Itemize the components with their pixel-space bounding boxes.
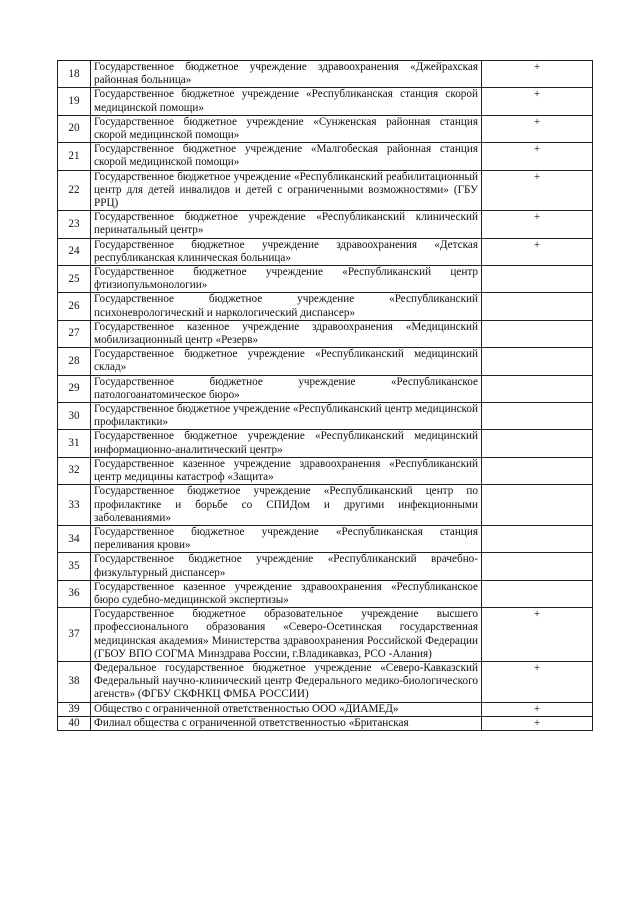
participation-mark: +: [482, 115, 593, 142]
participation-mark: +: [482, 170, 593, 211]
organization-name: Государственное бюджетное образовательное учреждение высшего профессионального образования «Северо-Осетинская государственная медицинская академия» Министерства здравоохранения Российской Федерации (ГБОУ ВПО СОГМА Минздрава России, г.Владикавказ, РСО -Алания): [91, 608, 482, 662]
table-row: [58, 61, 593, 88]
organization-name: Государственное бюджетное учреждение здравоохранения «Джейрахская районная больница»: [91, 61, 482, 88]
row-number: 27: [58, 320, 91, 347]
row-number: 22: [58, 170, 91, 211]
participation-mark: +: [482, 143, 593, 170]
table-row: [58, 238, 593, 265]
row-number: 33: [58, 485, 91, 526]
row-number: 18: [58, 61, 91, 88]
row-number: 40: [58, 716, 91, 730]
participation-mark: +: [482, 61, 593, 88]
table-row: [58, 716, 593, 730]
table-row: [58, 320, 593, 347]
row-number: 36: [58, 580, 91, 607]
row-number: 24: [58, 238, 91, 265]
organization-name: Государственное бюджетное учреждение «Сунженская районная станция скорой медицинской помощи»: [91, 115, 482, 142]
row-number: 23: [58, 211, 91, 238]
organization-name: Государственное бюджетное учреждение «Республиканский психоневрологический и наркологический диспансер»: [91, 293, 482, 320]
organization-name: Государственное бюджетное учреждение «Республиканский центр по профилактике и борьбе со СПИДом и другими инфекционными заболеваниями»: [91, 485, 482, 526]
row-number: 20: [58, 115, 91, 142]
organization-name: Общество с ограниченной ответственностью ООО «ДИАМЕД»: [91, 702, 482, 716]
organizations-table-body: [58, 61, 593, 731]
participation-mark: [482, 266, 593, 293]
table-row: [58, 430, 593, 457]
participation-mark: +: [482, 702, 593, 716]
table-row: [58, 608, 593, 662]
organization-name: Федеральное государственное бюджетное учреждение «Северо-Кавказский Федеральный научно-клинический центр Федерального медико-биологического агенств» (ФГБУ СКФНКЦ ФМБА РОССИИ): [91, 661, 482, 702]
table-row: [58, 661, 593, 702]
participation-mark: [482, 553, 593, 580]
table-row: [58, 553, 593, 580]
row-number: 32: [58, 457, 91, 484]
participation-mark: [482, 525, 593, 552]
participation-mark: +: [482, 88, 593, 115]
organization-name: Государственное бюджетное учреждение «Республиканское патологоанатомическое бюро»: [91, 375, 482, 402]
row-number: 19: [58, 88, 91, 115]
participation-mark: +: [482, 211, 593, 238]
participation-mark: [482, 430, 593, 457]
row-number: 28: [58, 348, 91, 375]
organization-name: Государственное бюджетное учреждение «Республиканский центр фтизиопульмонологии»: [91, 266, 482, 293]
table-row: [58, 403, 593, 430]
table-row: [58, 485, 593, 526]
table-row: [58, 88, 593, 115]
participation-mark: [482, 580, 593, 607]
participation-mark: [482, 320, 593, 347]
organization-name: Государственное бюджетное учреждение «Республиканский реабилитационный центр для детей инвалидов и детей с ограниченными возможностями» (ГБУ РРЦ): [91, 170, 482, 211]
participation-mark: [482, 348, 593, 375]
table-row: [58, 580, 593, 607]
table-row: [58, 525, 593, 552]
table-row: [58, 211, 593, 238]
table-row: [58, 115, 593, 142]
organization-name: Государственное бюджетное учреждение «Республиканский центр медицинской профилактики»: [91, 403, 482, 430]
organization-name: Государственное бюджетное учреждение здравоохранения «Детская республиканская клиническая больница»: [91, 238, 482, 265]
table-row: [58, 702, 593, 716]
table-row: [58, 143, 593, 170]
organization-name: Государственное бюджетное учреждение «Республиканская станция переливания крови»: [91, 525, 482, 552]
row-number: 30: [58, 403, 91, 430]
participation-mark: [482, 403, 593, 430]
table-row: [58, 170, 593, 211]
organization-name: Филиал общества с ограниченной ответственностью «Британская: [91, 716, 482, 730]
table-row: [58, 457, 593, 484]
participation-mark: +: [482, 608, 593, 662]
participation-mark: +: [482, 716, 593, 730]
organization-name: Государственное бюджетное учреждение «Малгобеская районная станция скорой медицинской помощи»: [91, 143, 482, 170]
participation-mark: [482, 375, 593, 402]
row-number: 35: [58, 553, 91, 580]
participation-mark: [482, 485, 593, 526]
organization-name: Государственное бюджетное учреждение «Республиканский клинический перинатальный центр»: [91, 211, 482, 238]
participation-mark: [482, 293, 593, 320]
row-number: 39: [58, 702, 91, 716]
row-number: 26: [58, 293, 91, 320]
organization-name: Государственное бюджетное учреждение «Республиканская станция скорой медицинской помощи»: [91, 88, 482, 115]
row-number: 38: [58, 661, 91, 702]
organization-name: Государственное бюджетное учреждение «Республиканский медицинский информационно-аналитический центр»: [91, 430, 482, 457]
participation-mark: [482, 457, 593, 484]
participation-mark: +: [482, 661, 593, 702]
organization-name: Государственное бюджетное учреждение «Республиканский медицинский склад»: [91, 348, 482, 375]
row-number: 29: [58, 375, 91, 402]
participation-mark: +: [482, 238, 593, 265]
organization-name: Государственное казенное учреждение здравоохранения «Медицинский мобилизационный центр «Резерв»: [91, 320, 482, 347]
organization-name: Государственное казенное учреждение здравоохранения «Республиканский центр медицины катастроф «Защита»: [91, 457, 482, 484]
table-row: [58, 375, 593, 402]
row-number: 25: [58, 266, 91, 293]
row-number: 37: [58, 608, 91, 662]
table-row: [58, 293, 593, 320]
organizations-table: [57, 60, 593, 731]
row-number: 31: [58, 430, 91, 457]
row-number: 34: [58, 525, 91, 552]
organization-name: Государственное казенное учреждение здравоохранения «Республиканское бюро судебно-медицинской экспертизы»: [91, 580, 482, 607]
table-row: [58, 266, 593, 293]
table-row: [58, 348, 593, 375]
row-number: 21: [58, 143, 91, 170]
organization-name: Государственное бюджетное учреждение «Республиканский врачебно-физкультурный диспансер»: [91, 553, 482, 580]
